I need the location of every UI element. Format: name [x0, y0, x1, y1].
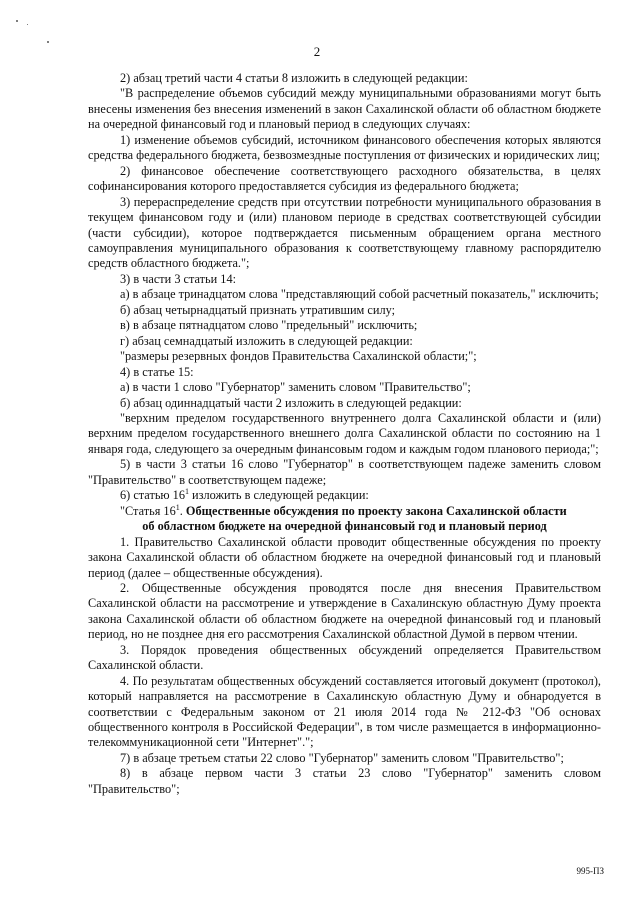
scan-speck [27, 24, 28, 25]
paragraph: "верхним пределом государственного внутреннего долга Сахалинской области и (или) верхним пределом государственного внешнего долга Сахалинской области по состоянию на 1 января года, следующего за очередным финансовым годом и каждым годом планового периода;"; [88, 410, 601, 456]
paragraph: б) абзац одиннадцатый части 2 изложить в следующей редакции: [120, 395, 462, 410]
paragraph: 1. Правительство Сахалинской области проводит общественные обсуждения по проекту закона Сахалинской области об областном бюджете на очередной финансовый год и плановый период (далее – общественные обсуждения). [88, 534, 601, 580]
article-prefix: "Статья 16 [120, 503, 176, 518]
article-title-line-2: об областном бюджете на очередной финансовый год и плановый период [142, 519, 547, 534]
superscript: 1 [184, 487, 189, 497]
page-number: 2 [313, 44, 321, 59]
paragraph: в) в абзаце пятнадцатом слово "предельный" исключить; [120, 318, 418, 333]
article-title-line-1: Общественные обсуждения по проекту закона Сахалинской области [185, 503, 567, 518]
paragraph: "размеры резервных фондов Правительства Сахалинской области;"; [120, 349, 477, 364]
document-body [88, 71, 601, 797]
article-heading [88, 504, 601, 519]
paragraph: 3. Порядок проведения общественных обсуждений определяется Правительством Сахалинской области. [88, 642, 601, 673]
paragraph: 7) в абзаце третьем статьи 22 слово "Губернатор" заменить словом "Правительство"; [120, 750, 564, 765]
paragraph: 8) в абзаце первом части 3 статьи 23 слово "Губернатор" заменить словом "Правительство"; [88, 766, 601, 796]
paragraph: 2) абзац третий части 4 статьи 8 изложить в следующей редакции: [120, 71, 468, 85]
paragraph: "В распределение объемов субсидий между муниципальными образованиями могут быть внесены изменения без внесения изменений в закон Сахалинской области об областном бюджете на очередной финансовый год и плановый период в следующих случаях: [88, 86, 601, 132]
paragraph: 4) в статье 15: [120, 364, 194, 379]
paragraph: а) в абзаце тринадцатом слова "представляющий собой расчетный показатель," исключить; [120, 287, 599, 302]
scan-speck [16, 20, 18, 22]
paragraph: 4. По результатам общественных обсуждений составляется итоговый документ (протокол), который направляется на рассмотрение в Сахалинскую областную Думу и обнародуется в соответствии с Федеральным законом от 21 июля 2014 года № 212-ФЗ "Об основах общественного контроля в Российской Федерации", в том числе размещается в информационно-телекоммуникационной сети "Интернет"."; [88, 673, 601, 750]
paragraph: а) в части 1 слово "Губернатор" заменить словом "Правительство"; [120, 380, 471, 395]
paragraph: 1) изменение объемов субсидий, источником финансового обеспечения которых являются средства федерального бюджета, безвозмездные поступления от физических и юридических лиц; [88, 132, 601, 163]
paragraph-item-6 [88, 488, 601, 503]
paragraph: 3) перераспределение средств при отсутствии потребности муниципального образования в текущем финансовом году и (или) плановом периоде в средствах соответствующей субсидии (части субсидии), которое подтверждается письменным обращением органа местного самоуправления муниципального образования к соответствующему главному распорядителю средств областного бюджета."; [88, 194, 601, 271]
paragraph: 5) в части 3 статьи 16 слово "Губернатор" в соответствующем падеже заменить словом "Правительство" в соответствующем падеже; [88, 457, 601, 487]
paragraph: 2. Общественные обсуждения проводятся после дня внесения Правительством Сахалинской области на рассмотрение и утверждение в Сахалинскую областную Думу проекта закона Сахалинской области об областном бюджете на очередной финансовый год и плановый период, но не позднее дня его рассмотрения Сахалинской областной Думой в первом чтении. [88, 580, 601, 642]
item6-text-end: изложить в следующей редакции: [188, 488, 369, 503]
article-dot: . [179, 503, 186, 518]
scan-speck [47, 41, 49, 43]
document-code: 995-ПЗ [576, 866, 604, 876]
paragraph: 2) финансовое обеспечение соответствующего расходного обязательства, в целях софинансирования которого предоставляется субсидия из федерального бюджета; [88, 163, 601, 194]
paragraph: б) абзац четырнадцатый признать утратившим силу; [120, 302, 395, 317]
paragraph: 3) в части 3 статьи 14: [120, 271, 237, 286]
paragraph: г) абзац семнадцатый изложить в следующей редакции: [120, 333, 413, 348]
item6-text: 6) статью 16 [120, 488, 185, 503]
superscript: 1 [175, 502, 180, 512]
